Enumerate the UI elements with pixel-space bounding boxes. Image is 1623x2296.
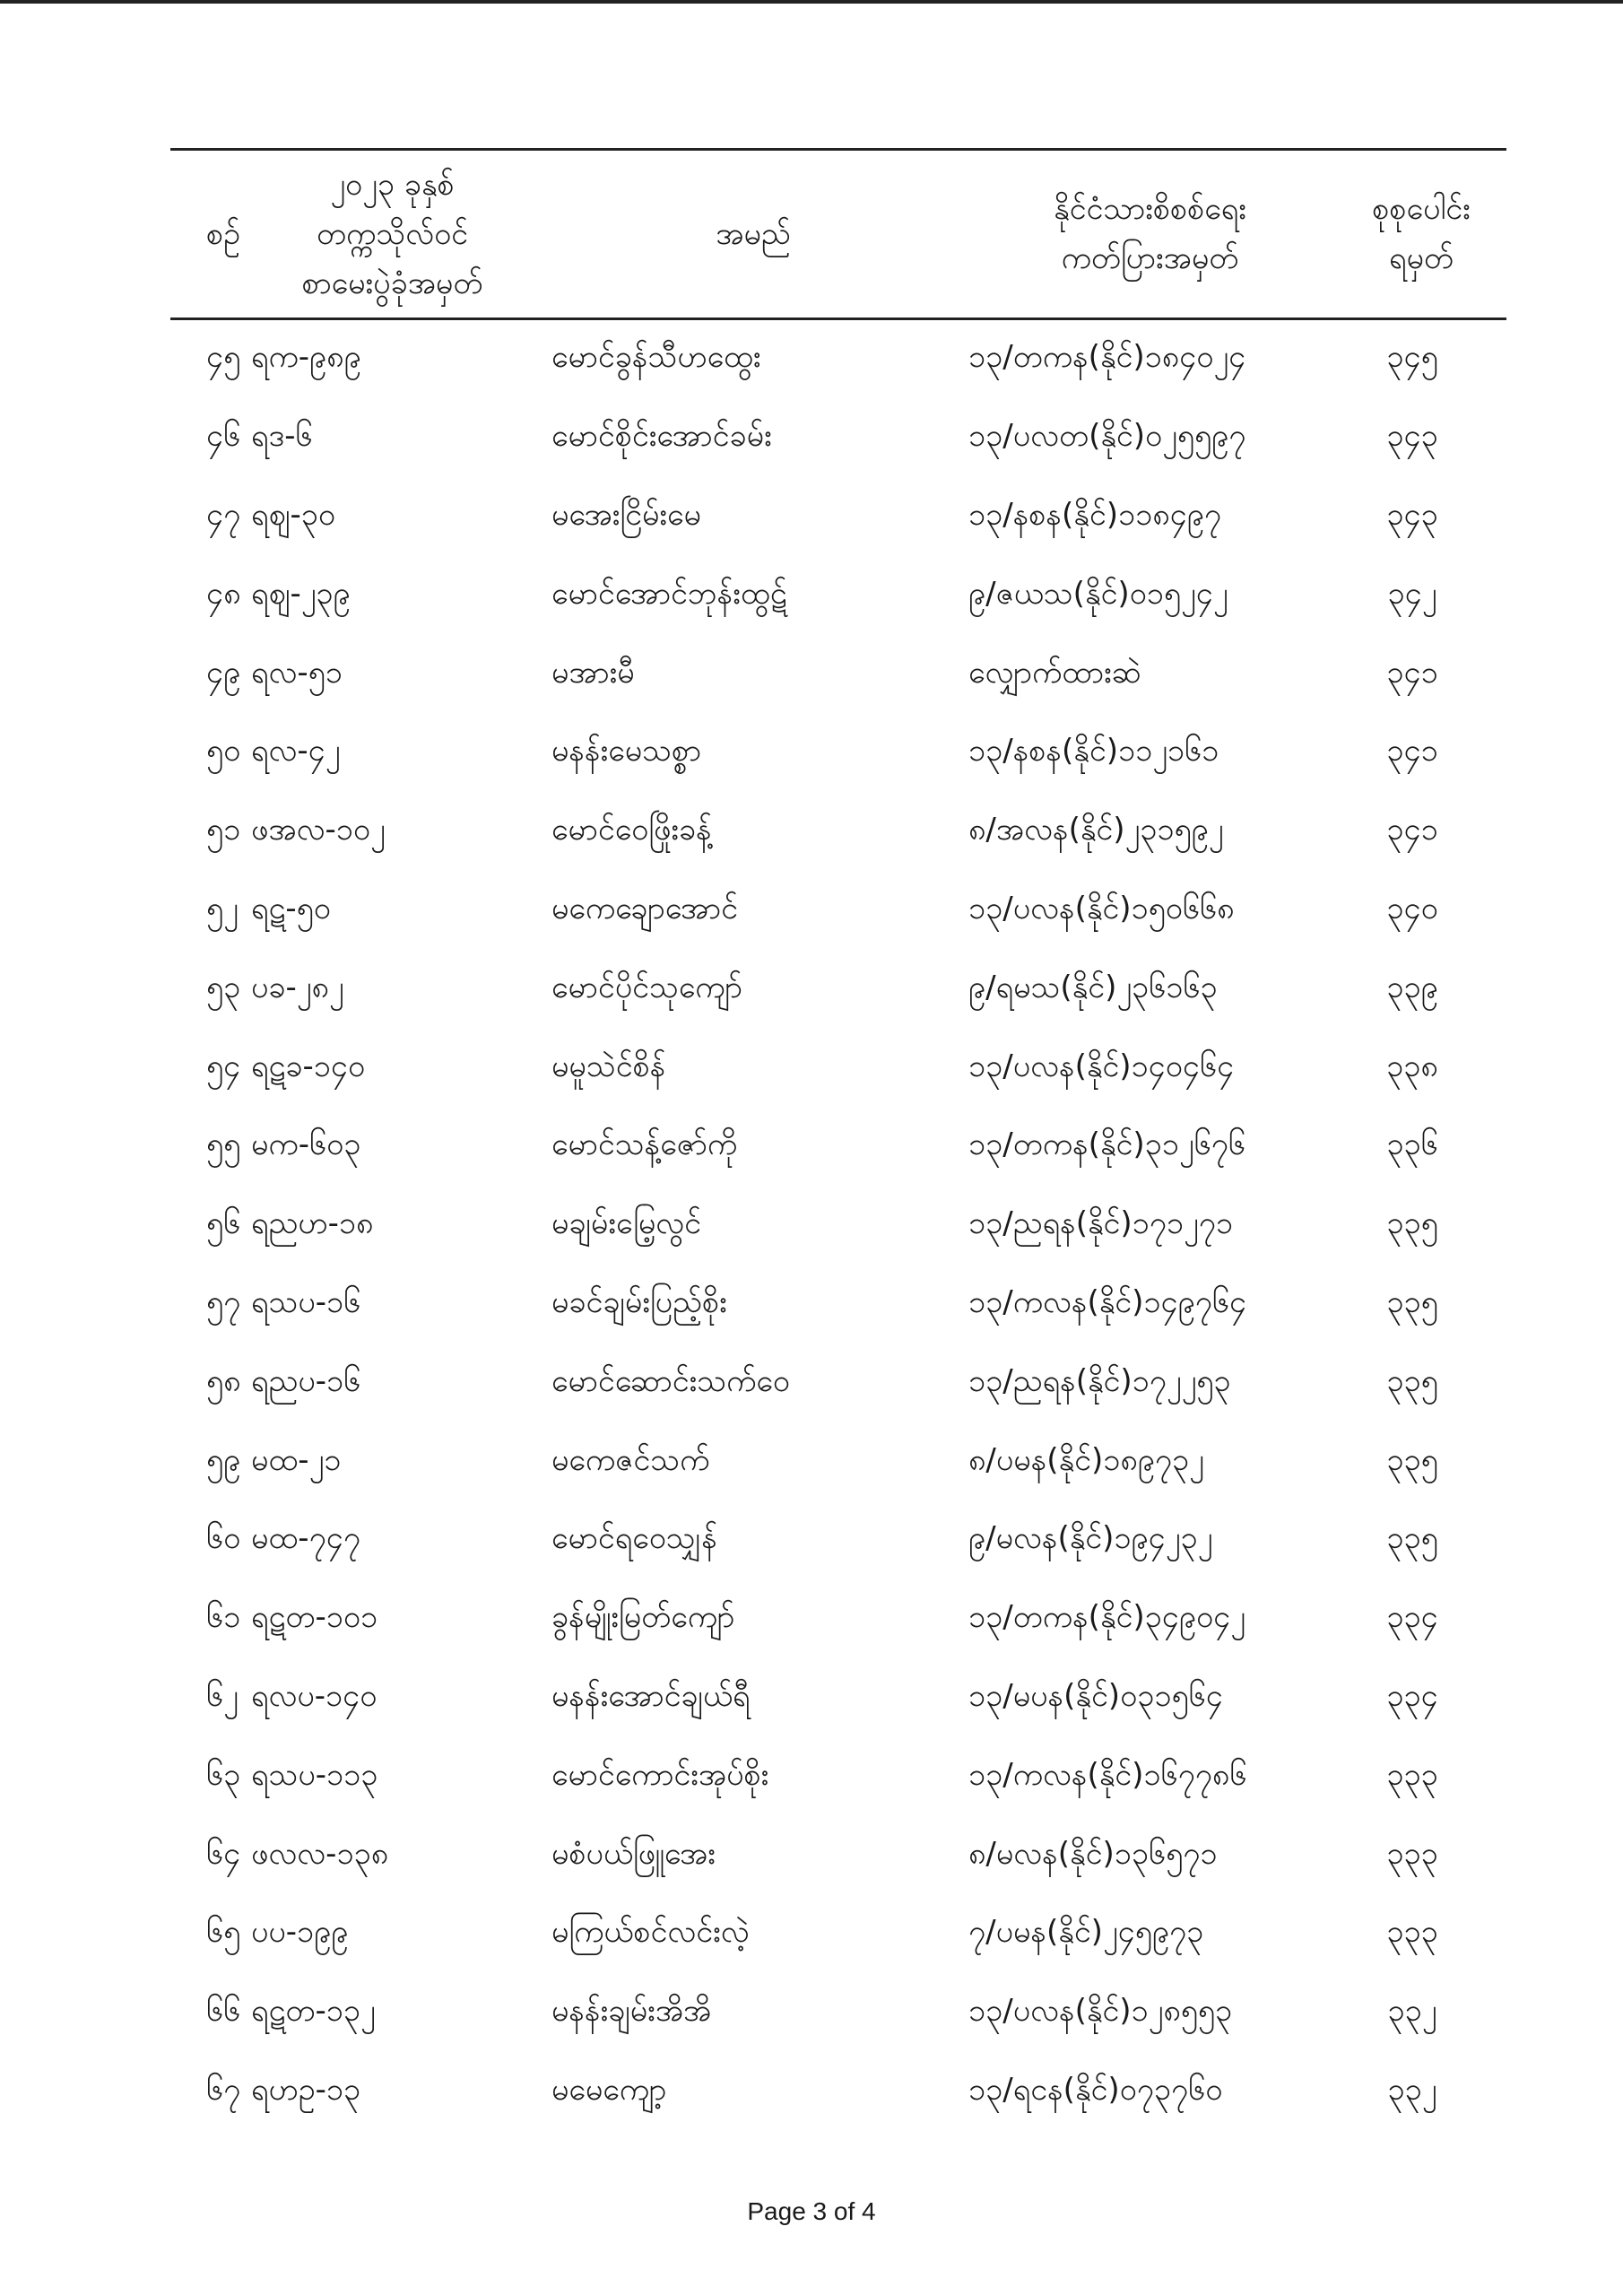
table-row: [170, 714, 1506, 793]
name-cell: မမေကျော့: [551, 2071, 667, 2108]
nrc-cell: ၈/မလန(နိုင်)၁၃၆၅၇၁: [968, 1835, 1218, 1872]
nrc-cell: ၁၃/နစန(နိုင်)၁၁၈၄၉၇: [968, 496, 1222, 533]
exam-roll-cell: ရသပ-၁၆: [251, 1283, 361, 1320]
table-row: [170, 872, 1506, 951]
name-cell: မောင်အောင်ဘုန်းထွဋ်: [551, 575, 787, 612]
nrc-cell: ၁၃/ပလန(နိုင်)၁၅၀၆၆၈: [968, 890, 1235, 926]
exam-roll-cell: ပခ-၂၈၂: [251, 969, 344, 1005]
score-cell: ၃၃၆: [1386, 1126, 1438, 1163]
table-row: [170, 556, 1506, 635]
exam-roll-cell: ရလ-၄၂: [251, 733, 341, 770]
nrc-cell: ၈/အလန(နိုင်)၂၃၁၅၉၂: [968, 812, 1224, 848]
exam-roll-cell: ရညဟ-၁၈: [251, 1205, 374, 1242]
nrc-cell: ၉/ဇယသ(နိုင်)၀၁၅၂၄၂: [968, 575, 1228, 612]
score-cell: ၃၃၃: [1386, 1756, 1438, 1793]
name-cell: ခွန်မျိုးမြတ်ကျော်: [551, 1599, 735, 1636]
nrc-cell: ၁၃/ကလန(နိုင်)၁၆၇၇၈၆: [968, 1756, 1247, 1793]
serial-no-cell: ၅၄: [206, 1048, 241, 1084]
header-nrc-line-2: ကတ်ပြားအမှတ်: [1061, 240, 1239, 276]
name-cell: မကြယ်စင်လင်းလဲ့: [551, 1914, 750, 1951]
exam-roll-cell: ဖအလ-၁၀၂: [251, 812, 386, 848]
nrc-cell: ၈/ပမန(နိုင်)၁၈၉၇၃၂: [968, 1441, 1204, 1478]
nrc-cell: ၁၃/ညရန(နိုင်)၁၇၁၂၇၁: [968, 1205, 1233, 1242]
exam-roll-cell: ဖလလ-၁၃၈: [251, 1835, 389, 1872]
serial-no-cell: ၅၅: [206, 1126, 241, 1163]
exam-roll-cell: ပပ-၁၉၉: [251, 1914, 349, 1951]
table-body: [170, 319, 1506, 2132]
exam-roll-cell: မက-၆၀၃: [251, 1126, 361, 1163]
table-row: [170, 1580, 1506, 1659]
name-cell: မောင်ဆောင်းသက်ဝေ: [551, 1362, 790, 1399]
score-cell: ၃၃၅: [1386, 1283, 1438, 1320]
table-row: [170, 950, 1506, 1029]
table-row: [170, 635, 1506, 714]
nrc-cell: ၁၃/ကလန(နိုင်)၁၄၉၇၆၄: [968, 1283, 1247, 1320]
nrc-cell: ၇/ပမန(နိုင်)၂၄၅၉၇၃: [968, 1914, 1204, 1951]
table-row: [170, 1659, 1506, 1738]
header-exam-roll-line-2: တက္ကသိုလ်ဝင်: [316, 215, 469, 252]
name-cell: မခင်ချမ်းပြည့်စိုး: [551, 1283, 727, 1320]
header-score-line-2: ရမှတ်: [1388, 240, 1454, 276]
header-score-line-1: စုစုပေါင်း: [1372, 191, 1471, 227]
nrc-cell: ၁၃/ပလတ(နိုင်)၀၂၅၅၉၇: [968, 418, 1246, 455]
exam-roll-cell: ရဋတ-၁၀၁: [251, 1599, 378, 1636]
nrc-cell: ၁၃/ရငန(နိုင်)၀၇၃၇၆၀: [968, 2071, 1223, 2108]
exam-roll-cell: ရဒ-၆: [251, 418, 313, 455]
name-cell: မစံပယ်ဖြူအေး: [551, 1835, 716, 1872]
table-row: [170, 793, 1506, 872]
exam-roll-cell: ရလ-၅၁: [251, 654, 343, 691]
results-table: [170, 148, 1506, 2131]
exam-roll-cell: မထ-၂၁: [251, 1441, 342, 1478]
table-row: [170, 1422, 1506, 1501]
serial-no-cell: ၅၆: [206, 1205, 241, 1242]
table-row: [170, 399, 1506, 478]
score-cell: ၃၄၃: [1386, 496, 1438, 533]
score-cell: ၃၃၅: [1386, 1441, 1438, 1478]
table-row: [170, 1501, 1506, 1580]
score-cell: ၃၄၂: [1387, 575, 1437, 612]
exam-roll-cell: ရသပ-၁၁၃: [251, 1756, 378, 1793]
name-cell: မောင်သန့်ဇော်ကို: [551, 1126, 738, 1163]
score-cell: ၃၃၅: [1386, 1205, 1438, 1242]
serial-no-cell: ၅၂: [206, 890, 239, 926]
serial-no-cell: ၆၀: [206, 1520, 241, 1557]
header-nrc-line-1: နိုင်ငံသားစိစစ်ရေး: [1054, 191, 1246, 227]
exam-roll-cell: ရဋတ-၁၃၂: [251, 1993, 376, 2030]
page-number: Page 3 of 4: [747, 2197, 876, 2225]
header-total-score: [1336, 150, 1506, 319]
nrc-cell: ၁၃/နစန(နိုင်)၁၁၂၁၆၁: [968, 733, 1219, 770]
exam-roll-cell: ရဋခ-၁၄၀: [251, 1048, 366, 1084]
header-name: အမည်: [542, 150, 964, 319]
exam-roll-cell: ရဟဥ-၁၃: [251, 2071, 361, 2108]
serial-no-cell: ၅၇: [206, 1283, 241, 1320]
nrc-cell: ၉/ရမသ(နိုင်)၂၃၆၁၆၃: [968, 969, 1218, 1005]
exam-roll-cell: ရဈ-၂၃၉: [251, 575, 351, 612]
name-cell: မောင်ဝေဖြိုးခန့်: [551, 812, 712, 848]
score-cell: ၃၄၅: [1386, 339, 1438, 376]
ranking-sheet: [170, 148, 1506, 2131]
serial-no-cell: ၅၉: [206, 1441, 241, 1478]
exam-roll-cell: ရဈ-၃၀: [251, 496, 335, 533]
table-row: [170, 1737, 1506, 1816]
header-serial-no: စဉ်: [170, 150, 242, 319]
name-cell: မောင်ခွန်သီဟထွေး: [551, 339, 761, 376]
serial-no-cell: ၆၁: [206, 1599, 241, 1636]
nrc-cell: ၁၃/တကန(နိုင်)၃၁၂၆၇၆: [968, 1126, 1245, 1163]
name-cell: မမူသဲင်စိန်: [551, 1048, 666, 1084]
score-cell: ၃၄၀: [1386, 890, 1438, 926]
name-cell: မနန်းမေသစ္စာ: [551, 733, 702, 770]
table-row: [170, 478, 1506, 557]
score-cell: ၃၃၃: [1386, 1914, 1438, 1951]
score-cell: ၃၄၁: [1386, 812, 1438, 848]
name-cell: မချမ်းမြေ့လွင်: [551, 1205, 701, 1242]
exam-roll-cell: ရလပ-၁၄၀: [251, 1677, 378, 1714]
table-header: [170, 150, 1506, 319]
name-cell: မနန်းအောင်ချယ်ရီ: [551, 1677, 751, 1714]
score-cell: ၃၃၃: [1386, 1835, 1438, 1872]
score-cell: ၃၃၅: [1386, 1520, 1438, 1557]
score-cell: ၃၃၂: [1387, 2071, 1437, 2108]
serial-no-cell: ၄၈: [206, 575, 241, 612]
name-cell: မနန်းချမ်းအိအိ: [551, 1993, 712, 2030]
name-cell: မကေဇင်သက်: [551, 1441, 710, 1478]
nrc-cell: ၁၃/တကန(နိုင်)၁၈၄၀၂၄: [968, 339, 1246, 376]
serial-no-cell: ၆၄: [206, 1835, 241, 1872]
nrc-cell: ၁၃/မပန(နိုင်)၀၃၁၅၆၄: [968, 1677, 1223, 1714]
score-cell: ၃၃၄: [1386, 1677, 1438, 1714]
nrc-cell: ၉/မလန(နိုင်)၁၉၄၂၃၂: [968, 1520, 1213, 1557]
name-cell: မောင်စိုင်းအောင်ခမ်း: [551, 418, 772, 455]
serial-no-cell: ၆၃: [206, 1756, 241, 1793]
exam-roll-cell: ရဋ-၅၀: [251, 890, 331, 926]
serial-no-cell: ၅၀: [206, 733, 241, 770]
table-row: [170, 1187, 1506, 1265]
table-row: [170, 1108, 1506, 1187]
nrc-cell: ၁၃/ပလန(နိုင်)၁၂၈၅၅၃: [968, 1993, 1233, 2030]
score-cell: ၃၃၄: [1386, 1599, 1438, 1636]
exam-roll-cell: မထ-၇၄၇: [251, 1520, 360, 1557]
table-row: [170, 1344, 1506, 1422]
nrc-cell: ၁၃/တကန(နိုင်)၃၄၉၀၄၂: [968, 1599, 1245, 1636]
table-row: [170, 1265, 1506, 1344]
serial-no-cell: ၅၈: [206, 1362, 241, 1399]
serial-no-cell: ၆၇: [206, 2071, 241, 2108]
header-exam-roll-line-1: ၂၀၂၃ ခုနှစ်: [330, 166, 455, 203]
score-cell: ၃၃၅: [1386, 1362, 1438, 1399]
serial-no-cell: ၆၆: [206, 1993, 241, 2030]
header-exam-roll-line-3: စာမေးပွဲခုံအမှတ်: [301, 265, 483, 301]
table-row: [170, 1816, 1506, 1895]
scan-top-edge: [0, 0, 1623, 4]
nrc-cell: ၁၃/ပလန(နိုင်)၁၄၀၄၆၄: [968, 1048, 1235, 1084]
name-cell: မကေချောအောင်: [551, 890, 738, 926]
serial-no-cell: ၄၆: [206, 418, 241, 455]
exam-roll-cell: ရက-၉၈၉: [251, 339, 361, 376]
serial-no-cell: ၆၅: [206, 1914, 241, 1951]
table-row: [170, 319, 1506, 399]
nrc-cell: လျှောက်ထားဆဲ: [968, 654, 1141, 691]
exam-roll-cell: ရညပ-၁၆: [251, 1362, 361, 1399]
serial-no-cell: ၄၇: [206, 496, 241, 533]
nrc-cell: ၁၃/ညရန(နိုင်)၁၇၂၂၅၃: [968, 1362, 1231, 1399]
table-row: [170, 2053, 1506, 2132]
serial-no-cell: ၅၁: [206, 812, 241, 848]
serial-no-cell: ၆၂: [206, 1677, 239, 1714]
name-cell: မောင်ပိုင်သုကျော်: [551, 969, 742, 1005]
name-cell: မောင်ကောင်းအုပ်စိုး: [551, 1756, 769, 1793]
score-cell: ၃၃၉: [1386, 969, 1438, 1005]
score-cell: ၃၃၂: [1387, 1993, 1437, 2030]
header-exam-roll-number: [242, 150, 542, 319]
table-row: [170, 1029, 1506, 1108]
table-row: [170, 1974, 1506, 2053]
score-cell: ၃၄၁: [1386, 654, 1438, 691]
header-nrc-number: [964, 150, 1336, 319]
serial-no-cell: ၄၉: [206, 654, 241, 691]
name-cell: မောင်ရဝေသျှန်: [551, 1520, 717, 1557]
score-cell: ၃၄၁: [1386, 733, 1438, 770]
serial-no-cell: ၅၃: [206, 969, 241, 1005]
score-cell: ၃၃၈: [1386, 1048, 1438, 1084]
table-row: [170, 1895, 1506, 1974]
name-cell: မအေးငြိမ်းမေ: [551, 496, 701, 533]
serial-no-cell: ၄၅: [206, 339, 241, 376]
score-cell: ၃၄၃: [1386, 418, 1438, 455]
name-cell: မအားမီ: [551, 654, 635, 691]
